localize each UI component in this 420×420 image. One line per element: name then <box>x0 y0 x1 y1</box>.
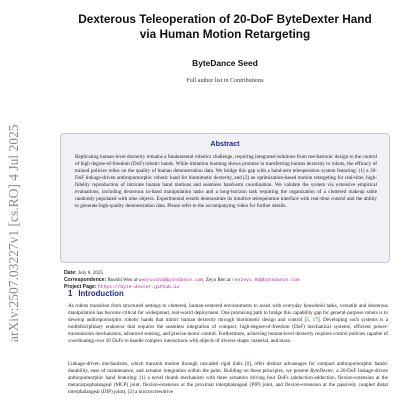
corr-email-2-link[interactable]: renzeyu.93@bytedance.com <box>231 278 300 283</box>
citation-link[interactable]: 5, 17 <box>306 316 318 323</box>
paper-title <box>50 12 400 42</box>
bytedexter-emphasis: ByteDexter <box>310 367 334 374</box>
intro-paragraph-1 <box>68 303 388 344</box>
corr-name-2: , Zeyu Ren at <box>203 277 231 283</box>
author-line: ByteDance Seed <box>192 58 258 68</box>
title-line-1: Dexterous Teleoperation of 20-DoF ByteDexter Hand <box>78 12 372 26</box>
citation-link[interactable]: 8 <box>246 361 250 367</box>
project-page-label: Project Page: <box>64 284 97 290</box>
intro-p2-text-a: Linkage-driven mechanisms, which transmit motion through cascaded rigid links [ <box>68 361 247 367</box>
date-line <box>64 270 384 277</box>
paper-metadata <box>64 270 384 291</box>
correspondence-line <box>64 277 384 284</box>
abstract-box <box>60 133 390 263</box>
section-heading <box>68 289 124 298</box>
correspondence-label: Correspondence: <box>64 277 107 283</box>
intro-p1-text-b: ]. Developing such systems is a multidisciplinary endeavor that requires the seamless integration of compact, high-degree-of-freedom (DoF) mechanical systems, efficient power-transmission mechanisms, advanced sensing, and precise motor control. Furthermore, achieving human-level dexterity requires control policies capable of coordinating over 20 DoFs to handle complex interactions with objects of diverse shape, material, and mass. <box>68 316 388 344</box>
date-label: Date: <box>64 270 77 276</box>
project-page-link[interactable]: https://byte-dexter.github.io <box>97 285 180 290</box>
abstract-heading: Abstract <box>210 139 240 148</box>
section-title: Introduction <box>78 289 124 298</box>
intro-p2-text-b: ], offer distinct advantages for compact anthropomorphic hands: durability, ease of maintenance, and actuator integration within the palm. Building on these principles, we present <box>68 361 389 374</box>
corr-email-1-link[interactable]: wenruoshi@bytedance.com <box>138 278 204 283</box>
arxiv-stamp <box>2 92 24 342</box>
arxiv-stamp-text: arXiv:2507.03227v1 [cs.RO] 4 Jul 2025 <box>6 124 21 342</box>
section-number: 1 <box>68 289 73 298</box>
title-line-2: via Human Motion Retargeting <box>139 27 311 41</box>
intro-p1-text-a: As robots transition from structured settings to cluttered, human-centered environments to assist with everyday household tasks, versatile and dexterous manipulation has become critical for widespread, real-world deployment. One promising path to bridge this capability gap for general-purpose robots is to develop anthropomorphic robotic hands that mimic human dexterity through biomimetic design and control [ <box>68 303 388 323</box>
corr-name-1: Ruoshi Wen at <box>107 277 138 283</box>
date-value: July 8, 2025 <box>78 270 104 276</box>
intro-p2-text-c: , a 20-DoF linkage-driven anthropomorphic hand featuring: (1) a novel thumb mechanism with three actuators driving four DoFs (abduction-adduction, flexion-extension at the metacarpophalangeal (MCP) joint, flexion-extension at the proximal interphalangeal (PIP) joint, and flexion-extension at the passively coupled distal interphalangeal (DIP) joint), (2) a microscrewdrive <box>68 367 388 395</box>
intro-paragraph-2 <box>68 361 388 396</box>
contributions-note: Full author list in Contributions <box>186 78 264 84</box>
abstract-text: Replicating human-level dexterity remains a fundamental robotics challenge, requiring integrated solutions from mechatronic design to the control of high degree-of-freedom (DoF) robotic hands. While imitation learning shows promise in transferring human dexterity to robots, the efficacy of trained policies relies on the quality of human demonstration data. We bridge this gap with a hand-arm teleoperation system featuring: (1) a 20-DoF linkage-driven anthropomorphic robotic hand for biomimetic dexterity, and (2) an optimization-based motion retargeting for real-time, high-fidelity reproduction of intricate human hand motions and seamless hand-arm coordination. We validate the system via extensive empirical evaluations, including dexterous in-hand manipulation tasks and a long-horizon task requiring the organization of a cluttered makeup table randomly populated with nine objects. Experimental results demonstrate its intuitive teleoperation interface with real-time control and the ability to generate high-quality demonstration data. Please refer to the accompanying video for further details. <box>75 154 377 209</box>
